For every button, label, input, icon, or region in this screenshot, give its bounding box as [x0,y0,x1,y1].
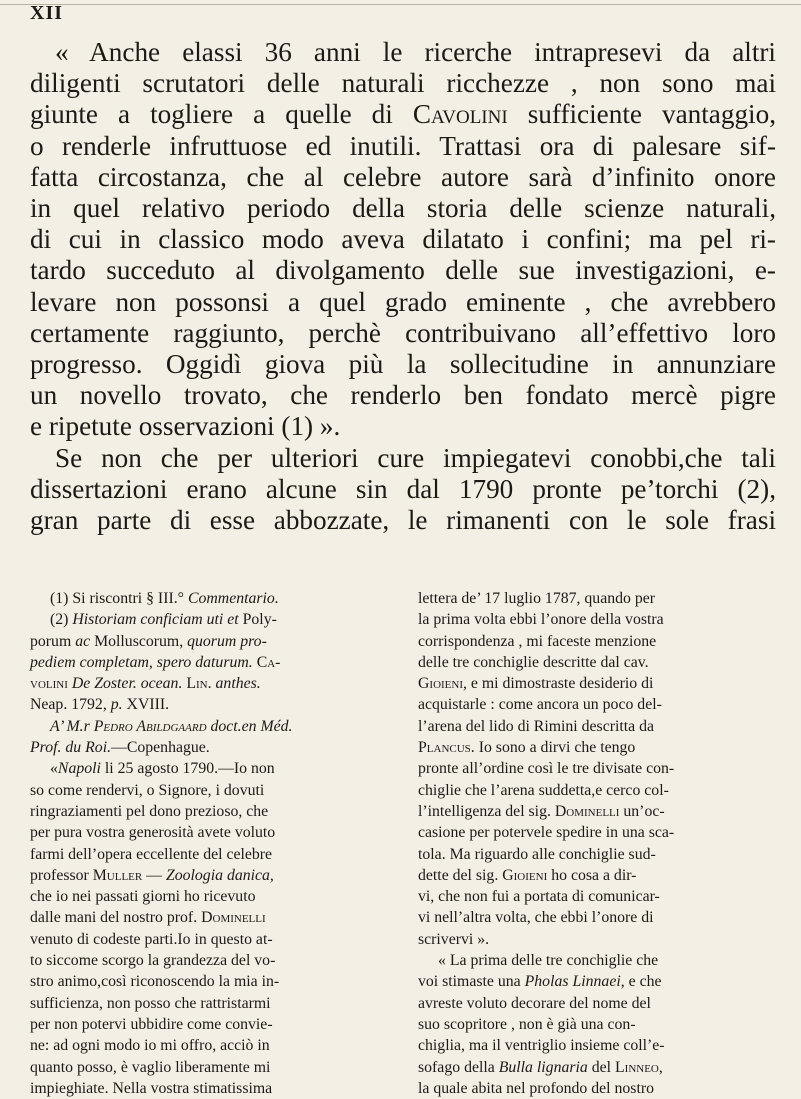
letter-address: A’ M.r Pedro Abildgaard doct.en Méd. Prof. du Roi.—Copenhague. [30,717,293,757]
text-line: progresso. Oggidì giova più la sollecitudine in annunziare [30,349,776,380]
text-line: levare non possonsi a quel grado eminente , che avrebbero [30,286,776,317]
text-line: Se non che per ulteriori cure impiegatevi conobbi,che tali [55,442,776,473]
text-line: dissertazioni erano alcune sin dal 1790 pronte pe’torchi (2), [30,473,776,504]
text-line: certamente raggiunto, perchè contribuivano all’effettivo loro [30,317,776,348]
text-line: un novello trovato, che renderlo ben fondato mercè pigre [30,380,776,411]
text-line: tardo succeduto al divolgamento delle sue investigazioni, e- [30,255,776,286]
text-line: di cui in classico modo aveva dilatato i confini; ma pel ri- [30,224,776,255]
text-line: o renderle infruttuose ed inutili. Trattasi ora di palesare sif- [30,130,776,161]
top-rule [0,4,801,5]
page-number: XII [30,2,64,24]
author-name: Cavolini [412,99,508,130]
main-text [30,37,776,536]
text-line: diligenti scrutatori delle naturali ricchezze , non sono mai [30,68,776,99]
text-line: fatta circostanza, che al celebre autore sarà d’infinito onore [30,161,776,192]
text-line: gran parte di esse abbozzate, le rimanenti con le sole frasi [30,505,776,536]
text-line: in quel relativo periodo della storia delle scienze naturali, [30,193,776,224]
text-line: giunte a togliere a quelle di Cavolini sufficiente vantaggio, [30,99,776,130]
letter-text: «Napoli li 25 agosto 1790.—Io non so come rendervi, o Signore, i dovuti ringraziamenti pel dono prezioso, che per pura vostra generosità avete voluto farmi dell’opera eccellente del celebre professor Muller — Zoologia danica, che io nei passati giorni ho ricevuto dalle mani del nostro prof. Dominelli venuto di codeste parti.Io in questo at- to siccome scorgo la grandezza del vo- stro animo,così riconoscendo la mia in- sufficienza, non posso che rattristarmi per non potervi ubbidire come convie- ne: ad ogni modo io mi offro, acciò in quanto posso, è vaglio liberamente mi impieghiate. Nella vostra stimatissima [30,760,280,1097]
text-line: e ripetute osservazioni (1) ». [30,411,341,442]
footnotes-right-column [418,588,776,1099]
letter-text-continued: lettera de’ 17 luglio 1787, quando per la prima volta ebbi l’onore della vostra corrispondenza , mi faceste menzione delle tre conchiglie descritte dal cav. Gioieni, e mi dimostraste desiderio di acquistarle : come ancora un poco del- l’arena del lido di Rimini descritta da Plancus. Io sono a dirvi che tengo pronte all’ordine così le tre divisate con- chiglie che l’arena suddetta,e cerco col- l’intelligenza del sig. Dominelli un’oc- casione per potervele spedire in una sca- tola. Ma riguardo alle conchiglie sud- dette del sig. Gioieni ho cosa a dir- vi, che non fui a portata di comunicar- vi nell’altra volta, che ebbi l’onore di scrivervi ». « La prima delle tre conchiglie che voi stimaste una Pholas Linnaei, e che avreste voluto decorare del nome del suo scopritore , non è già una con- chiglia, ma il ventriglio insieme coll’e- sofago della Bulla lignaria del Linneo, la quale abita nel profondo del nostro [418,590,675,1097]
footnotes-left-column [30,588,388,1099]
text-line: « Anche elassi 36 anni le ricerche intrapresevi da altri [55,37,776,67]
footnote-2: (2) Historiam conficiam uti et Poly- porum ac Molluscorum, quorum pro- pediem completam, spero daturum. Ca- volini De Zoster. ocean. Lin. anthes. Neap. 1792, p. XVIII. [30,611,281,714]
footnote-1: (1) Si riscontri § III.° Commentario. [50,590,279,607]
